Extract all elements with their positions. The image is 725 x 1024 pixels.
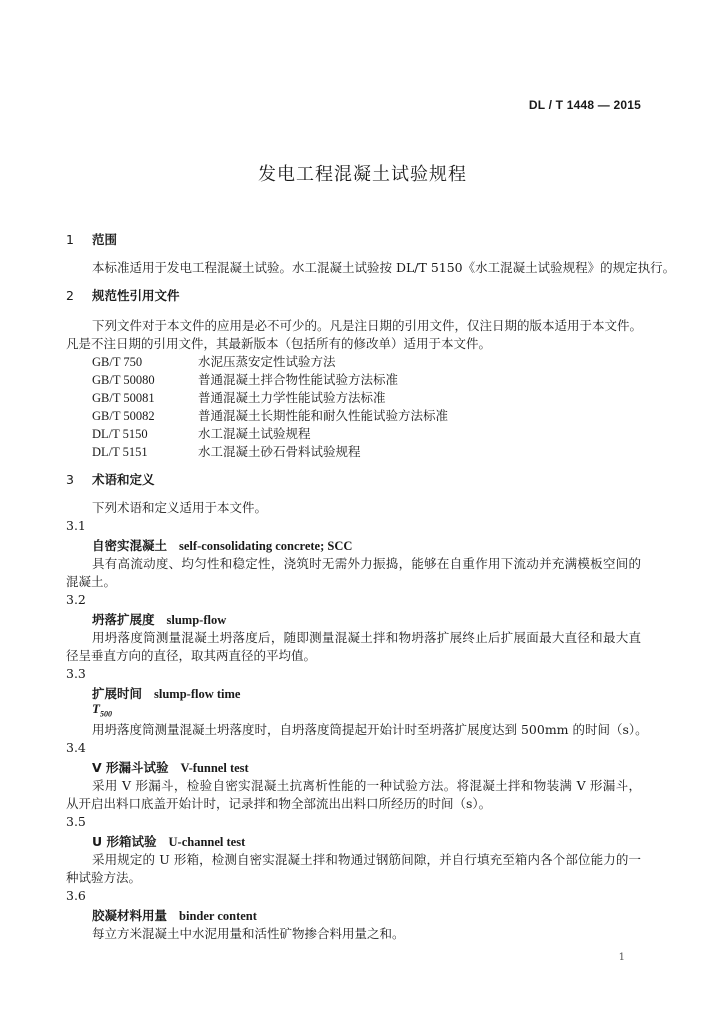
term-definition-line-2: 径呈垂直方向的直径，取其两直径的平均值。 [66,648,317,663]
reference-item [92,442,361,460]
term-number: 3.1 [66,518,86,533]
reference-item [92,352,336,370]
reference-item [92,388,386,406]
section-title: 规范性引用文件 [92,288,180,303]
term-en: binder content [179,909,257,923]
page-number: 1 [618,952,625,963]
section-3-intro: 下列术语和定义适用于本文件。 [92,500,268,515]
reference-name: 水工混凝土试验规程 [198,426,311,441]
section-1-heading [66,230,117,248]
reference-code: GB/T 50080 [92,373,155,387]
term-en: U-channel test [168,835,246,849]
term-heading [92,536,352,554]
section-number: 1 [66,232,74,247]
reference-code: GB/T 750 [92,355,143,369]
section-title: 术语和定义 [92,472,155,487]
term-definition-line-1: 采用规定的 U 形箱，检测自密实混凝土拌和物通过钢筋间隙，并自行填充至箱内各个部位能力的一 [92,852,641,867]
reference-item [92,406,448,424]
term-en: V-funnel test [180,761,249,775]
term-number: 3.4 [66,740,86,755]
symbol-letter: T [92,701,100,716]
term-number: 3.6 [66,888,86,903]
term-definition-line-1: 用坍落度筒测量混凝土坍落度后，随即测量混凝土拌和物坍落扩展终止后扩展面最大直径和最大直 [92,630,641,645]
section-title: 范围 [92,232,118,247]
section-2-heading [66,286,180,304]
reference-item [92,370,398,388]
document-code: DL / T 1448 — 2015 [528,98,641,112]
section-number: 3 [66,472,74,487]
document-title: 发电工程混凝土试验规程 [258,164,467,185]
reference-name: 普通混凝土力学性能试验方法标准 [198,390,386,405]
section-2-intro-line-2: 凡是不注日期的引用文件，其最新版本（包括所有的修改单）适用于本文件。 [66,336,492,351]
term-symbol [92,701,112,719]
term-definition-line-1: 具有高流动度、均匀性和稳定性，浇筑时无需外力振捣，能够在自重作用下流动并充满模板空间的 [92,556,641,571]
term-number: 3.3 [66,666,86,681]
term-cn: V 形漏斗试验 [92,760,169,775]
term-number: 3.5 [66,814,86,829]
reference-code: DL/T 5150 [92,427,148,441]
term-definition-line-1: 用坍落度筒测量混凝土坍落度时，自坍落度筒提起开始计时至坍落扩展度达到 500mm 的时间（s）。 [92,722,648,737]
reference-code: DL/T 5151 [92,445,148,459]
reference-name: 水泥压蒸安定性试验方法 [198,354,336,369]
reference-name: 普通混凝土长期性能和耐久性能试验方法标准 [198,408,449,423]
section-3-heading [66,470,155,488]
term-definition-line-2: 从开启出料口底盖开始计时，记录拌和物全部流出出料口所经历的时间（s）。 [66,796,492,811]
section-number: 2 [66,288,74,303]
term-heading [92,832,245,850]
symbol-subscript: 500 [99,709,112,719]
term-definition-line-2: 种试验方法。 [66,870,142,885]
reference-code: GB/T 50081 [92,391,155,405]
term-definition-line-1: 采用 V 形漏斗，检验自密实混凝土抗离析性能的一种试验方法。将混凝土拌和物装满 V 形漏斗， [92,778,641,793]
term-en: slump-flow time [154,687,241,701]
section-1-body: 本标准适用于发电工程混凝土试验。水工混凝土试验按 DL/T 5150《水工混凝土试验规程》的规定执行。 [92,260,676,275]
term-heading [92,906,257,924]
reference-name: 普通混凝土拌合物性能试验方法标准 [198,372,399,387]
term-cn: 自密实混凝土 [92,538,168,553]
term-cn: 胶凝材料用量 [92,908,168,923]
term-heading [92,610,226,628]
term-en: self-consolidating concrete; SCC [179,539,353,553]
term-heading [92,684,240,702]
term-cn: U 形箱试验 [92,834,157,849]
term-definition-line-1: 每立方米混凝土中水泥用量和活性矿物掺合料用量之和。 [92,926,405,941]
reference-item [92,424,311,442]
reference-code: GB/T 50082 [92,409,155,423]
reference-name: 水工混凝土砂石骨料试验规程 [198,444,361,459]
term-definition-line-2: 混凝土。 [66,574,117,589]
term-heading [92,758,249,776]
term-cn: 扩展时间 [92,686,143,701]
term-number: 3.2 [66,592,86,607]
section-2-intro-line-1: 下列文件对于本文件的应用是必不可少的。凡是注日期的引用文件，仅注日期的版本适用于本文件。 [92,318,643,333]
term-en: slump-flow [166,613,227,627]
term-cn: 坍落扩展度 [92,612,155,627]
